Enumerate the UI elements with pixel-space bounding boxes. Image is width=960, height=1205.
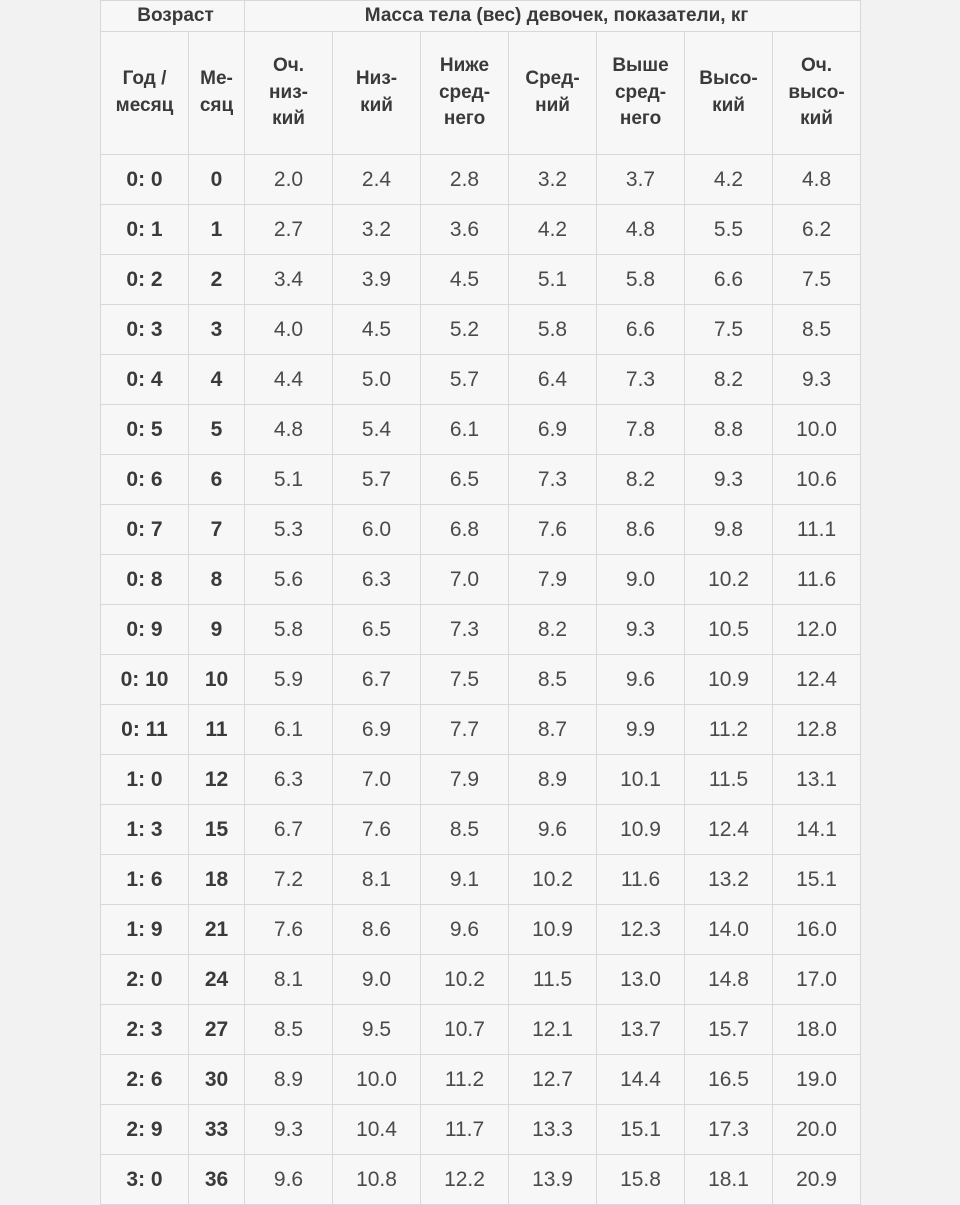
cell-value: 6.3 bbox=[333, 555, 421, 605]
cell-value: 9.6 bbox=[421, 905, 509, 955]
column-header-line: сред- bbox=[614, 81, 667, 103]
cell-month: 27 bbox=[189, 1005, 245, 1055]
cell-value: 15.1 bbox=[597, 1105, 685, 1155]
cell-value: 12.2 bbox=[421, 1155, 509, 1205]
cell-value: 9.0 bbox=[597, 555, 685, 605]
cell-month: 2 bbox=[189, 255, 245, 305]
table-row bbox=[101, 905, 861, 955]
table-row bbox=[101, 655, 861, 705]
cell-value: 6.2 bbox=[773, 205, 861, 255]
cell-value: 9.3 bbox=[685, 455, 773, 505]
cell-value: 6.4 bbox=[509, 355, 597, 405]
cell-value: 6.7 bbox=[333, 655, 421, 705]
table-row bbox=[101, 955, 861, 1005]
cell-value: 2.4 bbox=[333, 155, 421, 205]
cell-year-month: 0: 5 bbox=[101, 405, 189, 455]
cell-value: 10.4 bbox=[333, 1105, 421, 1155]
cell-value: 7.0 bbox=[333, 755, 421, 805]
cell-value: 11.6 bbox=[597, 855, 685, 905]
cell-year-month: 0: 11 bbox=[101, 705, 189, 755]
cell-value: 17.0 bbox=[773, 955, 861, 1005]
cell-year-month: 2: 3 bbox=[101, 1005, 189, 1055]
cell-year-month: 0: 6 bbox=[101, 455, 189, 505]
column-header-line: Оч. bbox=[272, 54, 305, 76]
cell-month: 7 bbox=[189, 505, 245, 555]
cell-value: 9.3 bbox=[245, 1105, 333, 1155]
column-header-line: сяц bbox=[199, 95, 234, 116]
cell-value: 9.6 bbox=[245, 1155, 333, 1205]
cell-month: 15 bbox=[189, 805, 245, 855]
cell-value: 12.4 bbox=[685, 805, 773, 855]
cell-value: 7.3 bbox=[597, 355, 685, 405]
cell-value: 4.4 bbox=[245, 355, 333, 405]
table-row bbox=[101, 455, 861, 505]
cell-value: 14.1 bbox=[773, 805, 861, 855]
cell-value: 7.3 bbox=[421, 605, 509, 655]
cell-value: 6.7 bbox=[245, 805, 333, 855]
cell-month: 36 bbox=[189, 1155, 245, 1205]
cell-value: 12.3 bbox=[597, 905, 685, 955]
cell-value: 11.5 bbox=[685, 755, 773, 805]
cell-value: 6.6 bbox=[597, 305, 685, 355]
cell-value: 3.7 bbox=[597, 155, 685, 205]
cell-value: 14.0 bbox=[685, 905, 773, 955]
column-header-very-high bbox=[773, 32, 861, 155]
column-header-line: месяц bbox=[115, 95, 174, 116]
cell-value: 10.1 bbox=[597, 755, 685, 805]
cell-value: 12.1 bbox=[509, 1005, 597, 1055]
column-header-line: него bbox=[443, 108, 486, 130]
header-age: Возраст bbox=[101, 1, 245, 32]
cell-value: 11.7 bbox=[421, 1105, 509, 1155]
cell-value: 18.1 bbox=[685, 1155, 773, 1205]
cell-month: 21 bbox=[189, 905, 245, 955]
cell-year-month: 0: 7 bbox=[101, 505, 189, 555]
cell-value: 18.0 bbox=[773, 1005, 861, 1055]
cell-value: 10.7 bbox=[421, 1005, 509, 1055]
cell-value: 9.0 bbox=[333, 955, 421, 1005]
cell-month: 30 bbox=[189, 1055, 245, 1105]
cell-value: 4.0 bbox=[245, 305, 333, 355]
cell-value: 7.0 bbox=[421, 555, 509, 605]
cell-value: 10.9 bbox=[597, 805, 685, 855]
cell-value: 7.5 bbox=[773, 255, 861, 305]
table-row bbox=[101, 505, 861, 555]
cell-value: 8.9 bbox=[245, 1055, 333, 1105]
table-row bbox=[101, 355, 861, 405]
cell-value: 10.2 bbox=[685, 555, 773, 605]
cell-value: 7.3 bbox=[509, 455, 597, 505]
cell-value: 16.5 bbox=[685, 1055, 773, 1105]
cell-year-month: 1: 0 bbox=[101, 755, 189, 805]
cell-value: 9.3 bbox=[597, 605, 685, 655]
table-row bbox=[101, 255, 861, 305]
cell-value: 10.6 bbox=[773, 455, 861, 505]
cell-value: 4.8 bbox=[245, 405, 333, 455]
cell-month: 33 bbox=[189, 1105, 245, 1155]
cell-year-month: 3: 0 bbox=[101, 1155, 189, 1205]
cell-value: 6.9 bbox=[333, 705, 421, 755]
table-row bbox=[101, 205, 861, 255]
column-header-line: него bbox=[619, 108, 662, 130]
cell-value: 11.2 bbox=[421, 1055, 509, 1105]
cell-month: 0 bbox=[189, 155, 245, 205]
cell-month: 12 bbox=[189, 755, 245, 805]
cell-value: 4.8 bbox=[597, 205, 685, 255]
cell-value: 11.2 bbox=[685, 705, 773, 755]
cell-value: 5.1 bbox=[245, 455, 333, 505]
cell-value: 5.7 bbox=[333, 455, 421, 505]
cell-value: 13.2 bbox=[685, 855, 773, 905]
cell-value: 7.6 bbox=[245, 905, 333, 955]
cell-month: 1 bbox=[189, 205, 245, 255]
cell-year-month: 1: 3 bbox=[101, 805, 189, 855]
column-header-line: высо- bbox=[788, 81, 845, 103]
cell-value: 7.5 bbox=[685, 305, 773, 355]
cell-value: 12.0 bbox=[773, 605, 861, 655]
column-header-line: Выше bbox=[612, 54, 669, 76]
column-header-high bbox=[685, 32, 773, 155]
cell-value: 10.2 bbox=[421, 955, 509, 1005]
cell-month: 6 bbox=[189, 455, 245, 505]
cell-value: 4.8 bbox=[773, 155, 861, 205]
cell-value: 5.3 bbox=[245, 505, 333, 555]
cell-value: 8.1 bbox=[245, 955, 333, 1005]
cell-value: 20.0 bbox=[773, 1105, 861, 1155]
cell-value: 8.1 bbox=[333, 855, 421, 905]
cell-value: 8.7 bbox=[509, 705, 597, 755]
cell-value: 8.9 bbox=[509, 755, 597, 805]
cell-year-month: 0: 2 bbox=[101, 255, 189, 305]
cell-value: 12.7 bbox=[509, 1055, 597, 1105]
cell-value: 6.6 bbox=[685, 255, 773, 305]
table-row bbox=[101, 555, 861, 605]
cell-year-month: 0: 3 bbox=[101, 305, 189, 355]
cell-value: 5.8 bbox=[245, 605, 333, 655]
cell-value: 8.8 bbox=[685, 405, 773, 455]
table-top-header-row bbox=[101, 1, 861, 32]
column-header-line: низ- bbox=[269, 81, 308, 103]
cell-value: 12.4 bbox=[773, 655, 861, 705]
cell-value: 8.2 bbox=[597, 455, 685, 505]
column-header-above-average bbox=[597, 32, 685, 155]
cell-value: 9.8 bbox=[685, 505, 773, 555]
cell-year-month: 1: 6 bbox=[101, 855, 189, 905]
cell-value: 9.5 bbox=[333, 1005, 421, 1055]
cell-value: 15.8 bbox=[597, 1155, 685, 1205]
cell-value: 10.0 bbox=[773, 405, 861, 455]
cell-value: 10.9 bbox=[685, 655, 773, 705]
cell-value: 9.6 bbox=[509, 805, 597, 855]
column-header-line: ний bbox=[535, 95, 570, 116]
cell-value: 7.9 bbox=[421, 755, 509, 805]
column-header-average bbox=[509, 32, 597, 155]
cell-value: 13.0 bbox=[597, 955, 685, 1005]
cell-value: 11.5 bbox=[509, 955, 597, 1005]
cell-value: 8.2 bbox=[509, 605, 597, 655]
cell-value: 6.5 bbox=[421, 455, 509, 505]
cell-value: 8.5 bbox=[421, 805, 509, 855]
cell-value: 13.7 bbox=[597, 1005, 685, 1055]
cell-value: 4.5 bbox=[421, 255, 509, 305]
cell-value: 15.7 bbox=[685, 1005, 773, 1055]
cell-value: 17.3 bbox=[685, 1105, 773, 1155]
cell-month: 24 bbox=[189, 955, 245, 1005]
table-row bbox=[101, 705, 861, 755]
cell-value: 13.1 bbox=[773, 755, 861, 805]
cell-value: 5.4 bbox=[333, 405, 421, 455]
cell-value: 8.5 bbox=[245, 1005, 333, 1055]
cell-value: 3.2 bbox=[509, 155, 597, 205]
cell-year-month: 2: 6 bbox=[101, 1055, 189, 1105]
cell-value: 20.9 bbox=[773, 1155, 861, 1205]
cell-year-month: 0: 10 bbox=[101, 655, 189, 705]
cell-value: 5.8 bbox=[509, 305, 597, 355]
cell-value: 9.6 bbox=[597, 655, 685, 705]
cell-value: 12.8 bbox=[773, 705, 861, 755]
cell-value: 5.0 bbox=[333, 355, 421, 405]
cell-year-month: 0: 8 bbox=[101, 555, 189, 605]
cell-year-month: 0: 1 bbox=[101, 205, 189, 255]
cell-value: 6.9 bbox=[509, 405, 597, 455]
table-row bbox=[101, 1055, 861, 1105]
cell-value: 7.8 bbox=[597, 405, 685, 455]
cell-year-month: 0: 0 bbox=[101, 155, 189, 205]
cell-value: 15.1 bbox=[773, 855, 861, 905]
cell-value: 7.9 bbox=[509, 555, 597, 605]
cell-value: 7.6 bbox=[333, 805, 421, 855]
column-header-line: Год / bbox=[122, 68, 167, 90]
cell-value: 6.1 bbox=[421, 405, 509, 455]
cell-value: 6.8 bbox=[421, 505, 509, 555]
cell-value: 10.9 bbox=[509, 905, 597, 955]
column-header-line: кий bbox=[800, 108, 833, 130]
cell-value: 13.9 bbox=[509, 1155, 597, 1205]
cell-value: 5.8 bbox=[597, 255, 685, 305]
cell-year-month: 0: 9 bbox=[101, 605, 189, 655]
table-row bbox=[101, 755, 861, 805]
cell-month: 9 bbox=[189, 605, 245, 655]
table-row bbox=[101, 155, 861, 205]
cell-value: 4.5 bbox=[333, 305, 421, 355]
table-row bbox=[101, 805, 861, 855]
cell-value: 5.6 bbox=[245, 555, 333, 605]
cell-value: 14.4 bbox=[597, 1055, 685, 1105]
header-main-title: Масса тела (вес) девочек, показатели, кг bbox=[245, 1, 861, 32]
cell-year-month: 2: 0 bbox=[101, 955, 189, 1005]
cell-value: 13.3 bbox=[509, 1105, 597, 1155]
cell-value: 7.5 bbox=[421, 655, 509, 705]
column-header-line: Ме- bbox=[200, 68, 233, 90]
table-row bbox=[101, 605, 861, 655]
cell-value: 8.5 bbox=[509, 655, 597, 705]
cell-value: 4.2 bbox=[509, 205, 597, 255]
table-row bbox=[101, 1105, 861, 1155]
table-row bbox=[101, 855, 861, 905]
cell-value: 6.3 bbox=[245, 755, 333, 805]
cell-value: 10.0 bbox=[333, 1055, 421, 1105]
cell-value: 8.6 bbox=[597, 505, 685, 555]
cell-value: 3.2 bbox=[333, 205, 421, 255]
cell-month: 5 bbox=[189, 405, 245, 455]
table-row bbox=[101, 1005, 861, 1055]
column-header-year-month bbox=[101, 32, 189, 155]
column-header-line: Высо- bbox=[699, 68, 758, 90]
cell-value: 10.5 bbox=[685, 605, 773, 655]
column-header-line: Ниже bbox=[439, 54, 490, 76]
cell-year-month: 1: 9 bbox=[101, 905, 189, 955]
cell-value: 19.0 bbox=[773, 1055, 861, 1105]
cell-value: 9.1 bbox=[421, 855, 509, 905]
cell-value: 10.8 bbox=[333, 1155, 421, 1205]
cell-value: 8.2 bbox=[685, 355, 773, 405]
cell-value: 7.6 bbox=[509, 505, 597, 555]
cell-value: 5.2 bbox=[421, 305, 509, 355]
cell-value: 9.9 bbox=[597, 705, 685, 755]
cell-value: 5.7 bbox=[421, 355, 509, 405]
cell-value: 2.7 bbox=[245, 205, 333, 255]
column-header-low bbox=[333, 32, 421, 155]
cell-value: 5.5 bbox=[685, 205, 773, 255]
column-header-line: Сред- bbox=[525, 68, 580, 90]
cell-year-month: 0: 4 bbox=[101, 355, 189, 405]
cell-value: 3.6 bbox=[421, 205, 509, 255]
column-header-line: кий bbox=[272, 108, 305, 130]
table-row bbox=[101, 305, 861, 355]
cell-value: 2.8 bbox=[421, 155, 509, 205]
cell-month: 3 bbox=[189, 305, 245, 355]
cell-value: 5.1 bbox=[509, 255, 597, 305]
cell-month: 11 bbox=[189, 705, 245, 755]
column-header-line: кий bbox=[712, 95, 745, 116]
table-column-header-row bbox=[101, 32, 861, 155]
growth-table bbox=[100, 0, 861, 1205]
cell-value: 4.2 bbox=[685, 155, 773, 205]
column-header-month bbox=[189, 32, 245, 155]
cell-value: 5.9 bbox=[245, 655, 333, 705]
cell-value: 3.9 bbox=[333, 255, 421, 305]
cell-value: 8.6 bbox=[333, 905, 421, 955]
column-header-line: Низ- bbox=[355, 68, 398, 90]
table-row bbox=[101, 1155, 861, 1205]
cell-value: 10.2 bbox=[509, 855, 597, 905]
cell-value: 2.0 bbox=[245, 155, 333, 205]
column-header-below-average bbox=[421, 32, 509, 155]
cell-value: 16.0 bbox=[773, 905, 861, 955]
cell-month: 18 bbox=[189, 855, 245, 905]
cell-value: 11.1 bbox=[773, 505, 861, 555]
cell-value: 11.6 bbox=[773, 555, 861, 605]
column-header-line: сред- bbox=[438, 81, 491, 103]
cell-value: 6.0 bbox=[333, 505, 421, 555]
cell-month: 4 bbox=[189, 355, 245, 405]
cell-value: 9.3 bbox=[773, 355, 861, 405]
cell-value: 6.1 bbox=[245, 705, 333, 755]
cell-value: 8.5 bbox=[773, 305, 861, 355]
cell-value: 7.7 bbox=[421, 705, 509, 755]
cell-year-month: 2: 9 bbox=[101, 1105, 189, 1155]
column-header-line: Оч. bbox=[800, 54, 833, 76]
cell-value: 14.8 bbox=[685, 955, 773, 1005]
column-header-very-low bbox=[245, 32, 333, 155]
cell-value: 7.2 bbox=[245, 855, 333, 905]
cell-value: 6.5 bbox=[333, 605, 421, 655]
column-header-line: кий bbox=[360, 95, 393, 116]
cell-value: 3.4 bbox=[245, 255, 333, 305]
cell-month: 8 bbox=[189, 555, 245, 605]
cell-month: 10 bbox=[189, 655, 245, 705]
table-row bbox=[101, 405, 861, 455]
